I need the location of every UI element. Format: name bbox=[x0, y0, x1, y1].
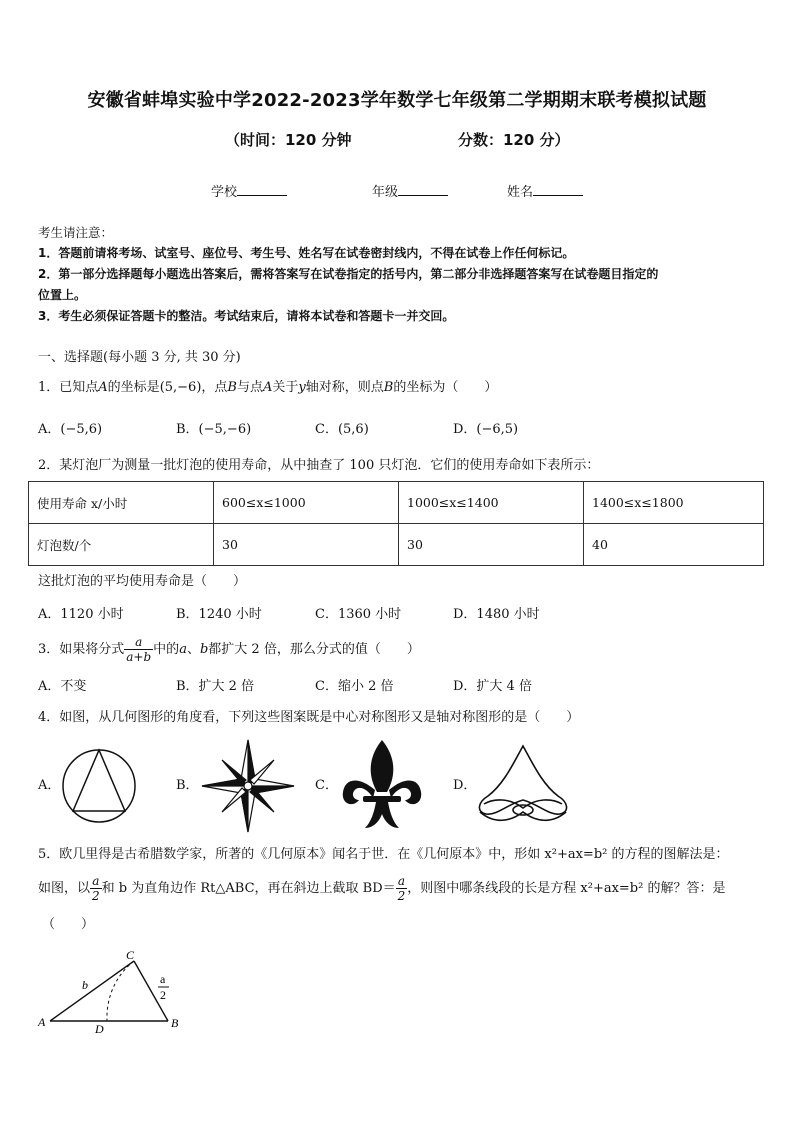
lifespan-table bbox=[28, 481, 764, 566]
table-row bbox=[29, 524, 764, 566]
fraction: $\frac{a}{2}$ bbox=[397, 874, 406, 903]
fleur-de-lis-figure bbox=[337, 738, 427, 833]
circle-triangle-figure bbox=[60, 747, 138, 825]
notes bbox=[38, 222, 758, 327]
fraction: $\frac{a}{2}$ bbox=[92, 874, 100, 903]
question-5-answer-bracket[interactable]: （ ） bbox=[42, 917, 95, 932]
question-2-question: 这批灯泡的平均使用寿命是（ ） bbox=[38, 574, 247, 589]
exam-title: 安徽省蚌埠实验中学2022-2023学年数学七年级第二学期期末联考模拟试题 bbox=[87, 90, 707, 111]
q1-option-d[interactable]: D．(−6,5) bbox=[453, 422, 519, 437]
name-blank[interactable] bbox=[533, 183, 583, 196]
label-a-numerator: a bbox=[160, 972, 166, 986]
q1-option-c[interactable]: C．(5,6) bbox=[315, 422, 369, 437]
question-4-stem: 4．如图，从几何图形的角度看，下列这些图案既是中心对称图形又是轴对称图形的是（ ） bbox=[38, 710, 580, 725]
school-label: 学校 bbox=[211, 185, 238, 200]
label-c-point: C bbox=[126, 948, 135, 962]
q4-option-c[interactable]: C． bbox=[315, 778, 338, 793]
table-cell: 1400≤x≤1800 bbox=[584, 482, 764, 524]
q2-option-d[interactable]: D．1480 小时 bbox=[453, 607, 540, 622]
compass-star-figure bbox=[200, 738, 296, 834]
q3-option-b[interactable]: B．扩大 2 倍 bbox=[176, 679, 255, 694]
label-a-denominator: 2 bbox=[160, 988, 166, 1002]
grade-blank[interactable] bbox=[398, 183, 448, 196]
q1-option-b[interactable]: B．(−5,−6) bbox=[176, 422, 252, 437]
note-item-1: 1．答题前请将考场、试室号、座位号、考生号、姓名写在试卷密封线内，不得在试卷上作任何标记。 bbox=[38, 246, 575, 260]
table-cell: 1000≤x≤1400 bbox=[399, 482, 584, 524]
table-cell: 30 bbox=[214, 524, 399, 566]
q4-option-d[interactable]: D． bbox=[453, 778, 477, 793]
note-item-2-cont: 位置上。 bbox=[38, 288, 87, 302]
table-cell: 使用寿命 x/小时 bbox=[29, 482, 214, 524]
label-b-point: B bbox=[171, 1016, 179, 1030]
school-field[interactable] bbox=[211, 181, 287, 200]
name-field[interactable] bbox=[507, 181, 583, 200]
q1-option-a[interactable]: A．(−5,6) bbox=[38, 422, 103, 437]
notes-heading: 考生请注意： bbox=[38, 225, 114, 240]
q3-option-c[interactable]: C．缩小 2 倍 bbox=[315, 679, 394, 694]
q3-option-d[interactable]: D．扩大 4 倍 bbox=[453, 679, 532, 694]
table-cell: 30 bbox=[399, 524, 584, 566]
question-1-stem: 1．已知点A的坐标是(5,−6)，点B与点A关于y轴对称，则点B的坐标为（ ） bbox=[38, 380, 498, 395]
q4-option-b[interactable]: B． bbox=[176, 778, 199, 793]
exam-time: （时间：120 分钟 bbox=[225, 131, 352, 149]
q2-option-c[interactable]: C．1360 小时 bbox=[315, 607, 402, 622]
q3-option-a[interactable]: A．不变 bbox=[38, 679, 87, 694]
calligraphic-ornament-figure bbox=[474, 742, 572, 826]
question-2-stem: 2．某灯泡厂为测量一批灯泡的使用寿命，从中抽查了 100 只灯泡．它们的使用寿命如下表所示： bbox=[38, 458, 600, 473]
label-b-side: b bbox=[82, 978, 88, 992]
table-cell: 40 bbox=[584, 524, 764, 566]
section-heading: 一、选择题(每小题 3 分, 共 30 分) bbox=[38, 350, 241, 365]
note-item-2: 2．第一部分选择题每小题选出答案后，需将答案写在试卷指定的括号内，第二部分非选择题答案写在试卷题目指定的 bbox=[38, 267, 659, 281]
right-triangle-figure bbox=[34, 945, 184, 1035]
school-blank[interactable] bbox=[237, 183, 287, 196]
table-row bbox=[29, 482, 764, 524]
label-d-point: D bbox=[95, 1022, 104, 1035]
table-cell: 600≤x≤1000 bbox=[214, 482, 399, 524]
question-3-stem: 3．如果将分式 $\frac{a}{a+b}$ 中的a、b都扩大 2 倍，那么分式的值（ ） bbox=[38, 635, 420, 664]
name-label: 姓名 bbox=[507, 185, 534, 200]
q4-option-a[interactable]: A． bbox=[38, 778, 61, 793]
table-cell: 灯泡数/个 bbox=[29, 524, 214, 566]
fraction: $\frac{a}{a+b}$ bbox=[126, 635, 152, 664]
label-a-point: A bbox=[38, 1015, 46, 1029]
q2-option-a[interactable]: A．1120 小时 bbox=[38, 607, 124, 622]
q2-option-b[interactable]: B．1240 小时 bbox=[176, 607, 262, 622]
question-5-line2: 如图，以 $\frac{a}{2}$ 和 b 为直角边作 Rt△ABC，再在斜边上截取 BD＝ $\frac{a}{2}$ ，则图中哪条线段的长是方程 x²+ax=b² 的解？答：是 bbox=[38, 874, 726, 903]
grade-label: 年级 bbox=[372, 185, 399, 200]
note-item-3: 3．考生必须保证答题卡的整洁。考试结束后，请将本试卷和答题卡一并交回。 bbox=[38, 309, 455, 323]
exam-score: 分数：120 分） bbox=[458, 131, 570, 149]
grade-field[interactable] bbox=[372, 181, 448, 200]
question-5-line1: 5．欧几里得是古希腊数学家，所著的《几何原本》闻名于世．在《几何原本》中，形如 x²+ax=b² 的方程的图解法是： bbox=[38, 847, 729, 862]
